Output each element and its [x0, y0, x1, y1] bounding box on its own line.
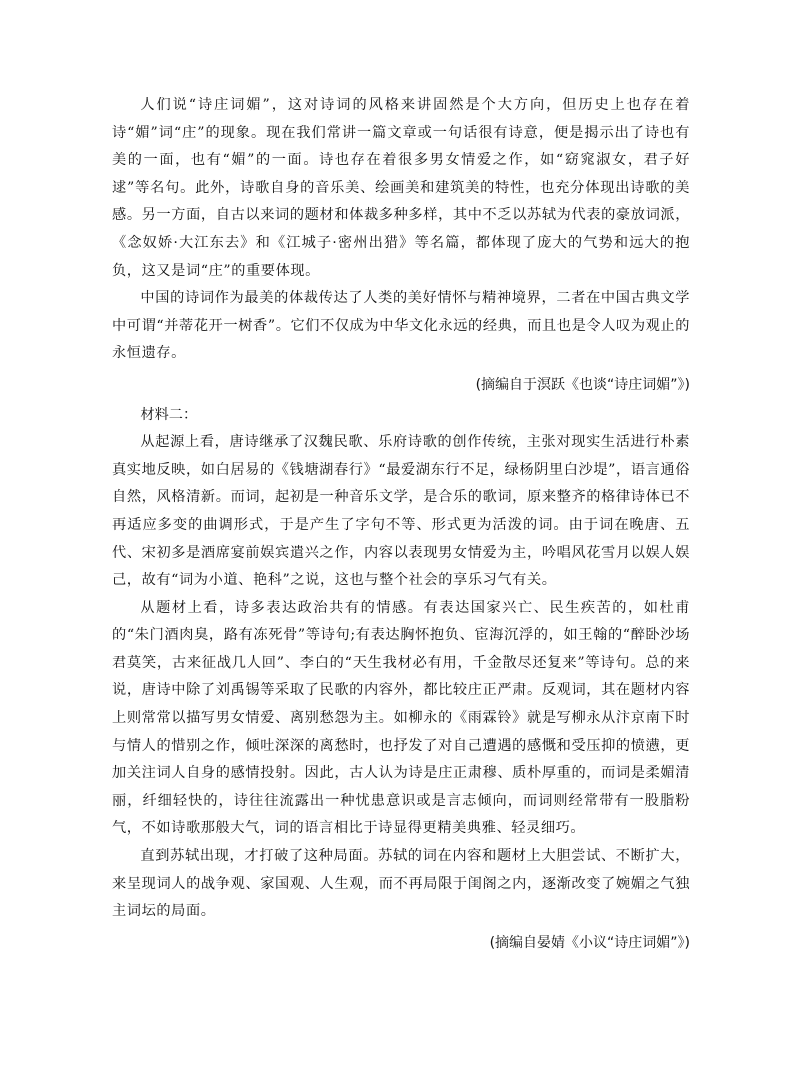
document-body	[112, 92, 690, 959]
paragraph-3: 从起源上看，唐诗继承了汉魏民歌、乐府诗歌的创作传统，主张对现实生活进行朴素真实地反映，如白居易的《钱塘湖春行》“最爱湖东行不足，绿杨阴里白沙堤”，语言通俗自然，风格清新。而词，起初是一种音乐文学，是合乐的歌词，原来整齐的格律诗体已不再适应多变的曲调形式，于是产生了字句不等、形式更为活泼的词。由于词在晚唐、五代、宋初多是酒席宴前娱宾遣兴之作，内容以表现男女情爱为主，吟唱风花雪月以娱人娱己，故有“词为小道、艳科”之说，这也与整个社会的享乐习气有关。	[112, 434, 690, 589]
source-citation-1: (摘编自于溟跃《也谈“诗庄词媚”》)	[475, 376, 690, 393]
paragraph-4: 从题材上看，诗多表达政治共有的情感。有表达国家兴亡、民生疾苦的，如杜甫的“朱门酒肉臭，路有冻死骨”等诗句;有表达胸怀抱负、宦海沉浮的，如王翰的“醉卧沙场君莫笑，古来征战几人回”、李白的“天生我材必有用，千金散尽还复来”等诗句。总的来说，唐诗中除了刘禹锡等采取了民歌的内容外，都比较庄正严肃。反观词，其在题材内容上则常常以描写男女情爱、离别愁怨为主。如柳永的《雨霖铃》就是写柳永从汴京南下时与情人的惜别之作，倾吐深深的离愁时，也抒发了对自己遭遇的感慨和受压抑的愤懑，更加关注词人自身的感情投射。因此，古人认为诗是庄正肃穆、质朴厚重的，而词是柔媚清丽，纤细轻快的，诗往往流露出一种忧患意识或是言志倾向，而词则经常带有一股脂粉气，不如诗歌那般大气，词的语言相比于诗显得更精美典雅、轻灵细巧。	[112, 599, 690, 837]
source-citation-2: (摘编自晏婧《小议“诗庄词媚”》)	[489, 934, 690, 951]
section-label: 材料二：	[140, 406, 198, 423]
paragraph-2: 中国的诗词作为最美的体裁传达了人类的美好情怀与精神境界，二者在中国古典文学中可谓“并蒂花开一树香”。它们不仅成为中华文化永远的经典，而且也是令人叹为观止的永恒遗存。	[112, 290, 690, 362]
paragraph-5: 直到苏轼出现，才打破了这种局面。苏轼的词在内容和题材上大胆尝试、不断扩大，来呈现词人的战争观、家国观、人生观，而不再局限于闺阁之内，逐渐改变了婉媚之气独主词坛的局面。	[112, 848, 690, 920]
paragraph-1: 人们说“诗庄词媚”，这对诗词的风格来讲固然是个大方向，但历史上也存在着诗“媚”词“庄”的现象。现在我们常讲一篇文章或一句话很有诗意，便是揭示出了诗也有美的一面，也有“媚”的一面。诗也存在着很多男女情爱之作，如“窈窕淑女，君子好逑”等名句。此外，诗歌自身的音乐美、绘画美和建筑美的特性，也充分体现出诗歌的美感。另一方面，自古以来词的题材和体裁多种多样，其中不乏以苏轼为代表的豪放词派，《念奴娇·大江东去》和《江城子·密州出猎》等名篇，都体现了庞大的气势和远大的抱负，这又是词“庄”的重要体现。	[112, 97, 690, 279]
